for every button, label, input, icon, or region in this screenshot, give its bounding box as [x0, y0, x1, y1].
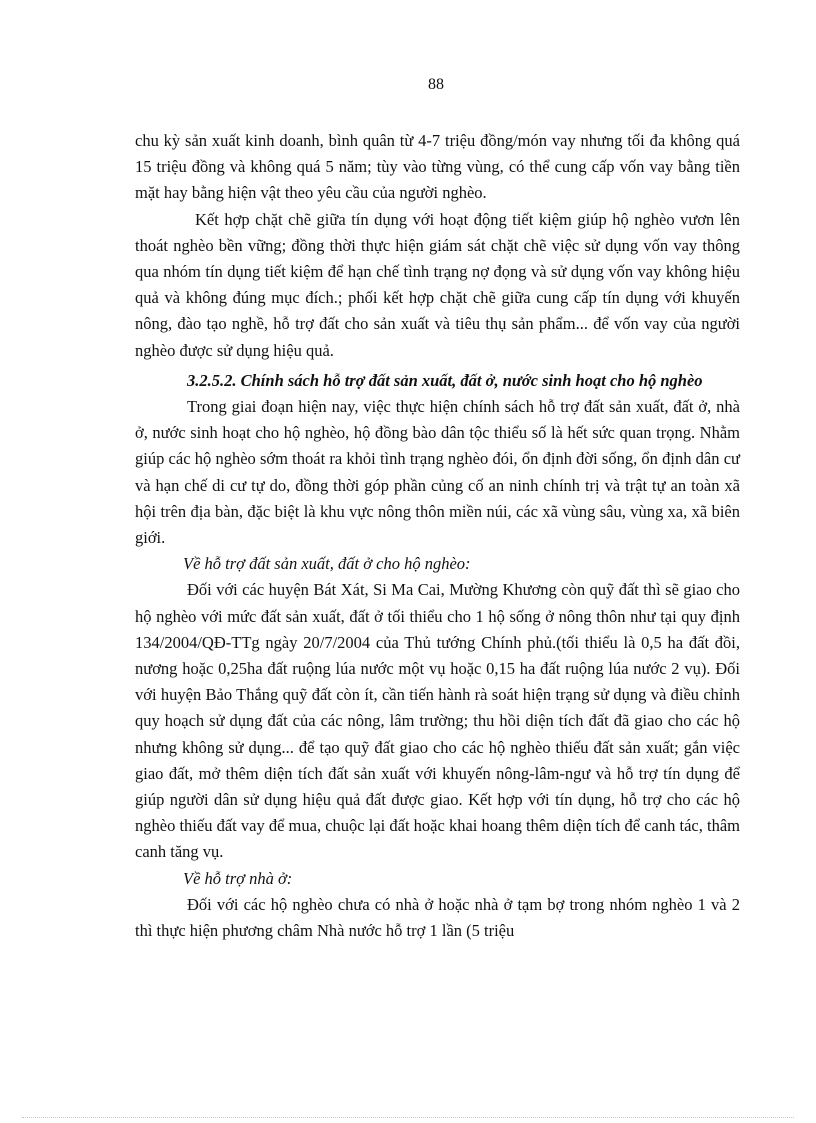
page-bottom-divider — [22, 1117, 794, 1118]
document-body — [135, 128, 740, 944]
paragraph-credit-savings: Kết hợp chặt chẽ giữa tín dụng với hoạt động tiết kiệm giúp hộ nghèo vươn lên thoát nghèo bền vững; đồng thời thực hiện giám sát chặt chẽ việc sử dụng vốn vay thông qua nhóm tín dụng tiết kiệm để hạn chế tình trạng nợ đọng và sử dụng vốn vay không hiệu quả và không đúng mục đích.; phối kết hợp chặt chẽ giữa cung cấp tín dụng với khuyến nông, đào tạo nghề, hỗ trợ đất cho sản xuất và tiêu thụ sản phẩm... để vốn vay của người nghèo được sử dụng hiệu quả. — [135, 209, 740, 360]
paragraph-land-policy: Trong giai đoạn hiện nay, việc thực hiện chính sách hỗ trợ đất sản xuất, đất ở, nhà ở, nước sinh hoạt cho hộ nghèo, hộ đồng bào dân tộc thiểu số là hết sức quan trọng. Nhằm giúp các hộ nghèo sớm thoát ra khỏi tình trạng nghèo đói, ổn định đời sống, ổn định dân cư và hạn chế di cư tự do, đồng thời góp phần củng cố an ninh chính trị và trật tự an toàn xã hội trên địa bàn, đặc biệt là khu vực nông thôn miền núi, các xã vùng sâu, vùng xa, xã biên giới. — [135, 397, 740, 548]
page-number: 88 — [428, 76, 444, 93]
paragraph-continuation: chu kỳ sản xuất kinh doanh, bình quân từ 4-7 triệu đồng/món vay nhưng tối đa không quá 15 triệu đồng và không quá 5 năm; tùy vào từng vùng, có thể cung cấp vốn vay bằng tiền mặt hay bằng hiện vật theo yêu cầu của người nghèo. — [135, 131, 740, 203]
paragraph-housing: Đối với các hộ nghèo chưa có nhà ở hoặc nhà ở tạm bợ trong nhóm nghèo 1 và 2 thì thực hiện phương châm Nhà nước hỗ trợ 1 lần (5 triệu — [135, 894, 740, 941]
paragraph-land-allocation: Đối với các huyện Bát Xát, Si Ma Cai, Mường Khương còn quỹ đất thì sẽ giao cho hộ nghèo với mức đất sản xuất, đất ở tối thiểu cho 1 hộ sống ở nông thôn như tại quy định 134/2004/QĐ-TTg ngày 20/7/2004 của Thủ tướng Chính phủ.(tối thiểu là 0,5 ha đất đồi, nương hoặc 0,25ha đất ruộng lúa nước một vụ hoặc 0,15 ha đất ruộng lúa nước 2 vụ). Đối với huyện Bảo Thắng quỹ đất còn ít, cần tiến hành rà soát hiện trạng sử dụng và điều chỉnh quy hoạch sử dụng đất của các nông, lâm trường; thu hồi diện tích đất đã giao cho các hộ nhưng không sử dụng... để tạo quỹ đất giao cho các hộ nghèo thiếu đất sản xuất; gắn việc giao đất, mở thêm diện tích đất sản xuất với khuyến nông-lâm-ngư và hỗ trợ tín dụng để giúp người dân sử dụng hiệu quả đất được giao. Kết hợp với tín dụng, hỗ trợ cho các hộ nghèo thiếu đất vay để mua, chuộc lại đất hoặc khai hoang thêm diện tích để canh tác, thâm canh tăng vụ. — [135, 580, 740, 862]
subheading-land-support: Về hỗ trợ đất sản xuất, đất ở cho hộ nghèo: — [183, 554, 471, 574]
subheading-housing-support: Về hỗ trợ nhà ở: — [183, 868, 293, 888]
section-heading: 3.2.5.2. Chính sách hỗ trợ đất sản xuất, đất ở, nước sinh hoạt cho hộ nghèo — [187, 370, 703, 390]
